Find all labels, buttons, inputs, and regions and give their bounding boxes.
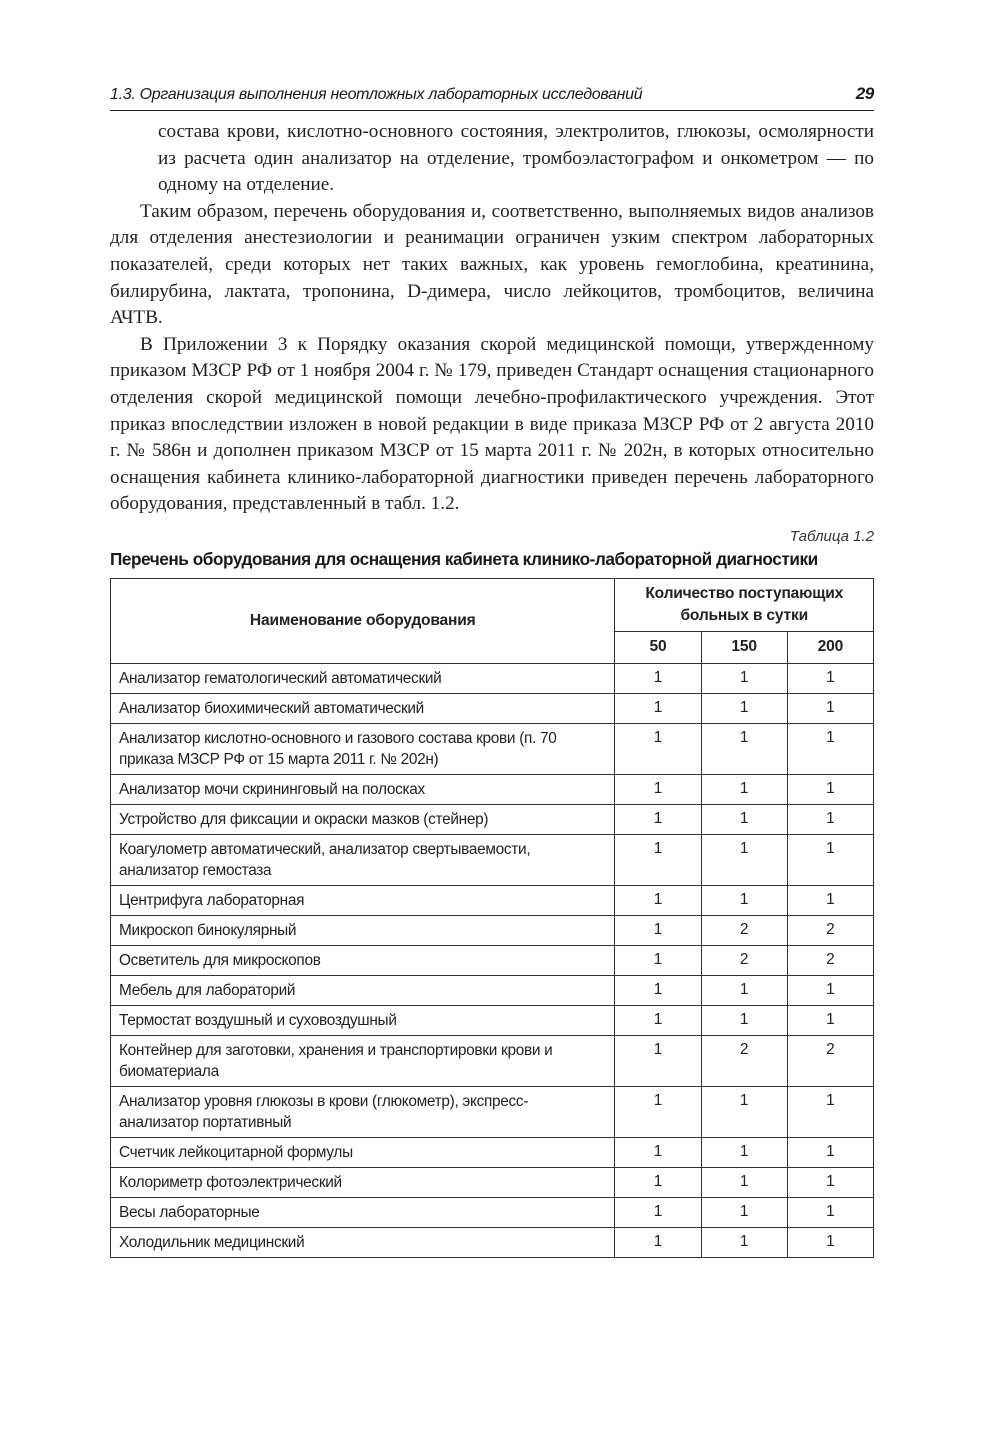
table-row: [111, 975, 874, 1005]
table-row: [111, 1227, 874, 1257]
patients-per-day-header: Количество поступающих больных в сутки: [615, 578, 874, 631]
quantity-cell-50: 1: [615, 1227, 701, 1257]
quantity-cell-150: 1: [701, 1005, 787, 1035]
quantity-cell-200: 1: [787, 1197, 873, 1227]
quantity-cell-50: 1: [615, 915, 701, 945]
quantity-cell-150: 1: [701, 693, 787, 723]
quantity-cell-200: 1: [787, 774, 873, 804]
equipment-name-cell: Анализатор биохимический автоматический: [111, 693, 615, 723]
quantity-cell-200: 1: [787, 1167, 873, 1197]
quantity-cell-50: 1: [615, 1167, 701, 1197]
quantity-cell-150: 1: [701, 1167, 787, 1197]
paragraph-summary: Таким образом, перечень оборудования и, соответственно, выполняемых видов анализов для отделения анестезиологии и реанимации ограничен узким спектром лабораторных показателей, среди которых нет таких важных, как уровень гемоглобина, креатинина, билирубина, лактата, тропонина, D-димера, число лейкоцитов, тромбоцитов, величина АЧТВ.: [110, 200, 874, 329]
equipment-name-cell: Колориметр фотоэлектрический: [111, 1167, 615, 1197]
equipment-name-cell: Центрифуга лабораторная: [111, 885, 615, 915]
quantity-cell-200: 1: [787, 1227, 873, 1257]
quantity-cell-150: 2: [701, 1035, 787, 1086]
quantity-cell-50: 1: [615, 723, 701, 774]
quantity-cell-150: 2: [701, 915, 787, 945]
table-row: [111, 1137, 874, 1167]
table-row: [111, 1005, 874, 1035]
quantity-cell-200: 2: [787, 915, 873, 945]
equipment-name-cell: Анализатор уровня глюкозы в крови (глюкометр), экспресс-анализатор портативный: [111, 1086, 615, 1137]
equipment-name-header: Наименование оборудования: [111, 578, 615, 663]
equipment-name-cell: Термостат воздушный и суховоздушный: [111, 1005, 615, 1035]
table-row: [111, 663, 874, 693]
quantity-cell-200: 1: [787, 804, 873, 834]
table-row: [111, 885, 874, 915]
equipment-name-cell: Мебель для лабораторий: [111, 975, 615, 1005]
quantity-cell-150: 2: [701, 945, 787, 975]
equipment-name-cell: Счетчик лейкоцитарной формулы: [111, 1137, 615, 1167]
equipment-table-body: [111, 663, 874, 1257]
running-head: [110, 84, 874, 111]
table-row: [111, 774, 874, 804]
quantity-cell-150: 1: [701, 804, 787, 834]
column-header-50: 50: [615, 631, 701, 663]
quantity-cell-200: 1: [787, 885, 873, 915]
quantity-cell-150: 1: [701, 1197, 787, 1227]
equipment-name-cell: Коагулометр автоматический, анализатор свертываемости, анализатор гемостаза: [111, 834, 615, 885]
equipment-name-cell: Анализатор мочи скрининговый на полосках: [111, 774, 615, 804]
column-header-200: 200: [787, 631, 873, 663]
quantity-cell-50: 1: [615, 1137, 701, 1167]
quantity-cell-200: 1: [787, 975, 873, 1005]
quantity-cell-200: 1: [787, 1005, 873, 1035]
table-row: [111, 804, 874, 834]
paragraph-regulations: В Приложении 3 к Порядку оказания скорой медицинской помощи, утвержденному приказом МЗСР РФ от 1 ноября 2004 г. № 179, приведен Стандарт оснащения стационарного отделения скорой медицинской помощи лечебно-профилактического учреждения. Этот приказ впоследствии изложен в новой редакции в виде приказа МЗСР РФ от 2 августа 2010 г. № 586н и дополнен приказом МЗСР от 15 марта 2011 г. № 202н, в которых относительно оснащения кабинета клинико-лабораторной диагностики приведен перечень лабораторного оборудования, представленный в табл. 1.2.: [110, 333, 874, 515]
table-number: Таблица 1.2: [789, 527, 874, 545]
quantity-cell-150: 1: [701, 885, 787, 915]
quantity-cell-150: 1: [701, 834, 787, 885]
quantity-cell-150: 1: [701, 774, 787, 804]
quantity-cell-200: 1: [787, 693, 873, 723]
quantity-cell-150: 1: [701, 975, 787, 1005]
table-title: Перечень оборудования для оснащения кабинета клинико-лабораторной диагностики: [110, 548, 818, 569]
equipment-name-cell: Весы лабораторные: [111, 1197, 615, 1227]
quantity-cell-50: 1: [615, 1197, 701, 1227]
quantity-cell-200: 2: [787, 945, 873, 975]
equipment-name-cell: Устройство для фиксации и окраски мазков (стейнер): [111, 804, 615, 834]
book-page: [110, 84, 874, 1258]
table-row: [111, 915, 874, 945]
table-row: [111, 945, 874, 975]
quantity-cell-50: 1: [615, 774, 701, 804]
equipment-name-cell: Анализатор гематологический автоматический: [111, 663, 615, 693]
table-row: [111, 1086, 874, 1137]
equipment-name-cell: Осветитель для микроскопов: [111, 945, 615, 975]
table-row: [111, 1167, 874, 1197]
quantity-cell-200: 1: [787, 834, 873, 885]
table-row: [111, 834, 874, 885]
quantity-cell-50: 1: [615, 945, 701, 975]
quantity-cell-200: 1: [787, 1137, 873, 1167]
quantity-cell-150: 1: [701, 1227, 787, 1257]
quantity-cell-150: 1: [701, 1137, 787, 1167]
section-title: 1.3. Организация выполнения неотложных лабораторных исследований: [110, 86, 643, 103]
quantity-cell-50: 1: [615, 804, 701, 834]
column-header-150: 150: [701, 631, 787, 663]
quantity-cell-200: 1: [787, 663, 873, 693]
quantity-cell-200: 1: [787, 1086, 873, 1137]
paragraph-continuation: состава крови, кислотно-основного состояния, электролитов, глюкозы, осмолярности из расчета один анализатор на отделение, тромбоэластографом и онкометром — по одному на отделение.: [158, 121, 874, 196]
quantity-cell-50: 1: [615, 693, 701, 723]
table-row: [111, 723, 874, 774]
quantity-cell-50: 1: [615, 834, 701, 885]
equipment-table: [110, 578, 874, 1258]
equipment-name-cell: Холодильник медицинский: [111, 1227, 615, 1257]
quantity-cell-200: 2: [787, 1035, 873, 1086]
quantity-cell-150: 1: [701, 663, 787, 693]
table-row: [111, 1197, 874, 1227]
equipment-name-cell: Анализатор кислотно-основного и газового состава крови (п. 70 приказа МЗСР РФ от 15 марта 2011 г. № 202н): [111, 723, 615, 774]
page-number: 29: [855, 84, 874, 103]
table-row: [111, 1035, 874, 1086]
table-row: [111, 693, 874, 723]
quantity-cell-200: 1: [787, 723, 873, 774]
quantity-cell-50: 1: [615, 1086, 701, 1137]
equipment-name-cell: Контейнер для заготовки, хранения и транспортировки крови и биоматериала: [111, 1035, 615, 1086]
quantity-cell-50: 1: [615, 1035, 701, 1086]
quantity-cell-50: 1: [615, 885, 701, 915]
quantity-cell-50: 1: [615, 975, 701, 1005]
quantity-cell-50: 1: [615, 663, 701, 693]
quantity-cell-150: 1: [701, 723, 787, 774]
quantity-cell-150: 1: [701, 1086, 787, 1137]
quantity-cell-50: 1: [615, 1005, 701, 1035]
equipment-name-cell: Микроскоп бинокулярный: [111, 915, 615, 945]
